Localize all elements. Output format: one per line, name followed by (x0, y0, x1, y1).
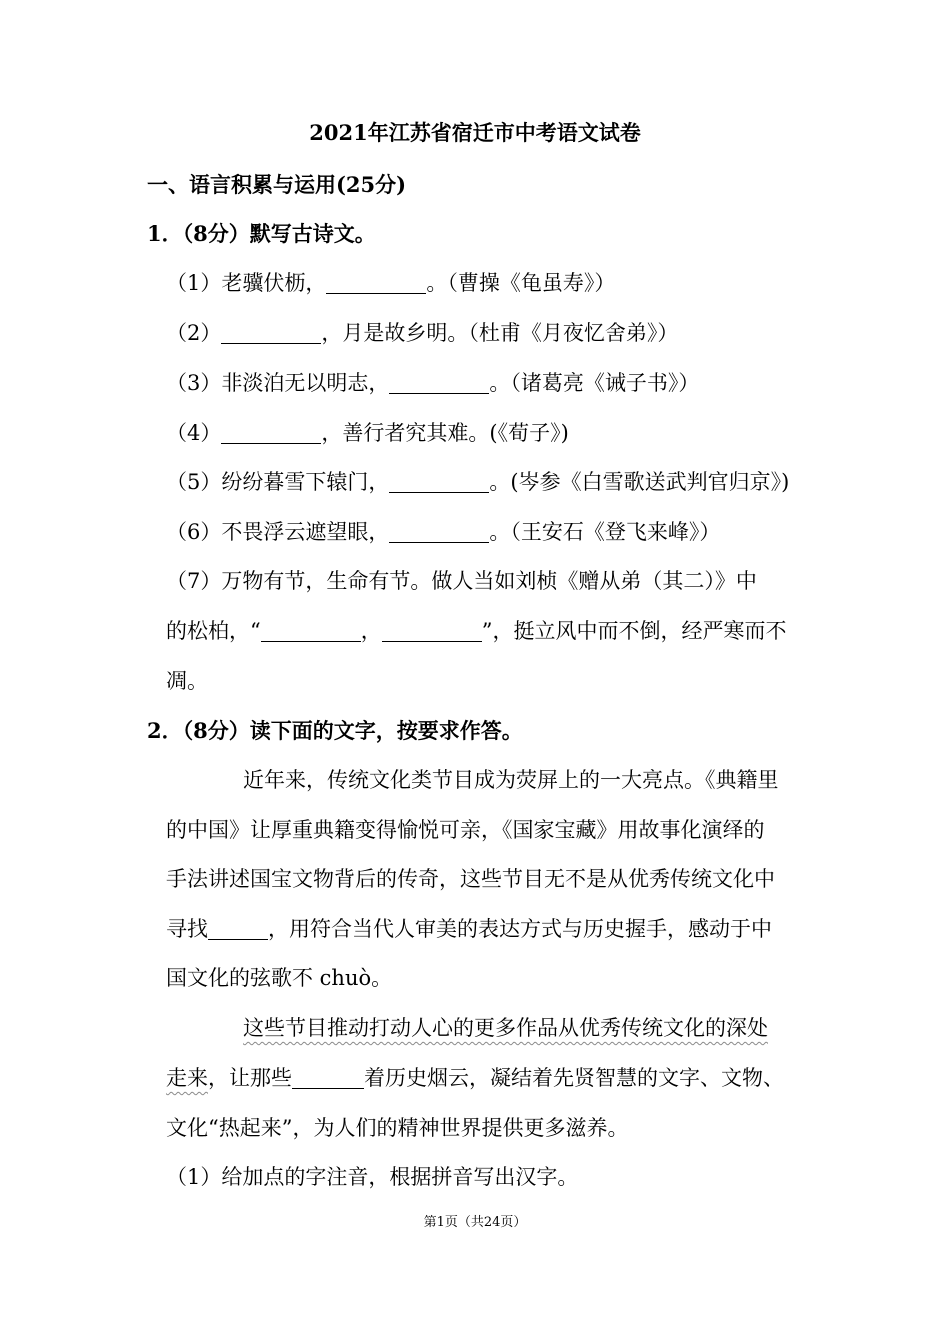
passage-text: 寻找 (166, 917, 208, 941)
page-footer: 第1页（共24页） (423, 1215, 527, 1230)
q1-item-5-prefix: （5）纷纷暮雪下辕门， (166, 470, 390, 494)
q1-item-5-suffix: 。(岑参《白雪歌送武判官归京》) (489, 470, 790, 494)
section-heading: 一、语言积累与运用(25分) (147, 172, 407, 197)
q1-item-7-line-1: （7）万物有节，生命有节。做人当如刘桢《赠从弟（其二）》中 (166, 569, 757, 593)
q1-item-2-prefix: （2） (166, 321, 222, 345)
passage-text: 着历史烟云，凝结着先贤智慧的文字、文物、 (364, 1066, 784, 1090)
wavy-underlined-text: 走来 (166, 1066, 208, 1090)
q1-item-3-prefix: （3）非淡泊无以明志， (166, 371, 390, 395)
q1-item-7-comma: ， (360, 619, 382, 643)
q1-item-6-suffix: 。（王安石《登飞来峰》） (489, 520, 721, 544)
answer-blank[interactable] (326, 271, 426, 294)
answer-blank[interactable] (221, 321, 321, 344)
q1-item-7-prefix: 的松柏，“ (166, 619, 261, 643)
q1-item-1-prefix: （1）老骥伏枥， (166, 271, 327, 295)
question-2-heading: 2．（8分）读下面的文字，按要求作答。 (147, 718, 523, 743)
passage-line: 手法讲述国宝文物背后的传奇，这些节目无不是从优秀传统文化中 (166, 867, 775, 891)
page-title: 2021年江苏省宿迁市中考语文试卷 (309, 120, 641, 145)
q1-item-6 (166, 517, 720, 547)
q1-item-6-prefix: （6）不畏浮云遮望眼， (166, 520, 390, 544)
passage-line: 的中国》让厚重典籍变得愉悦可亲，《国家宝藏》用故事化演绎的 (166, 818, 765, 842)
q1-item-4 (166, 418, 569, 448)
question-2-sub-1: （1）给加点的字注音，根据拼音写出汉字。 (166, 1165, 579, 1189)
answer-blank[interactable] (221, 421, 321, 444)
passage-line (166, 914, 772, 944)
question-1-heading: 1．（8分）默写古诗文。 (147, 221, 376, 246)
q1-item-4-suffix: ，善行者究其难。(《荀子》) (321, 421, 569, 445)
answer-blank[interactable] (208, 917, 268, 940)
passage-text: ，用符合当代人审美的表达方式与历史握手，感动于中 (268, 917, 772, 941)
q1-item-2 (166, 318, 678, 348)
q1-item-1-suffix: 。（曹操《龟虽寿》） (426, 271, 616, 295)
passage-line: 文化“热起来”，为人们的精神世界提供更多滋养。 (166, 1116, 629, 1140)
passage-line-underlined (243, 1013, 768, 1043)
answer-blank[interactable] (382, 619, 482, 642)
passage-line: 近年来，传统文化类节目成为荧屏上的一大亮点。《典籍里 (243, 768, 779, 792)
passage-line (166, 1063, 784, 1093)
q1-item-7-suffix: ”，挺立风中而不倒，经严寒而不 (481, 619, 787, 643)
answer-blank[interactable] (261, 619, 361, 642)
q1-item-7-line-3: 凋。 (166, 669, 208, 693)
answer-blank[interactable] (389, 371, 489, 394)
answer-blank[interactable] (389, 520, 489, 543)
q1-item-4-prefix: （4） (166, 421, 222, 445)
passage-text: ，让那些 (208, 1066, 292, 1090)
q1-item-7-line-2 (166, 616, 787, 646)
answer-blank[interactable] (292, 1066, 364, 1089)
wavy-underlined-text: 这些节目推动打动人心的更多作品从优秀传统文化的深处 (243, 1016, 768, 1040)
q1-item-1 (166, 268, 615, 298)
q1-item-3 (166, 368, 699, 398)
passage-line: 国文化的弦歌不 chuò。 (166, 966, 393, 990)
answer-blank[interactable] (389, 470, 489, 493)
q1-item-3-suffix: 。（诸葛亮《诫子书》） (489, 371, 700, 395)
q1-item-5 (166, 467, 789, 497)
q1-item-2-suffix: ，月是故乡明。（杜甫《月夜忆舍弟》） (321, 321, 679, 345)
